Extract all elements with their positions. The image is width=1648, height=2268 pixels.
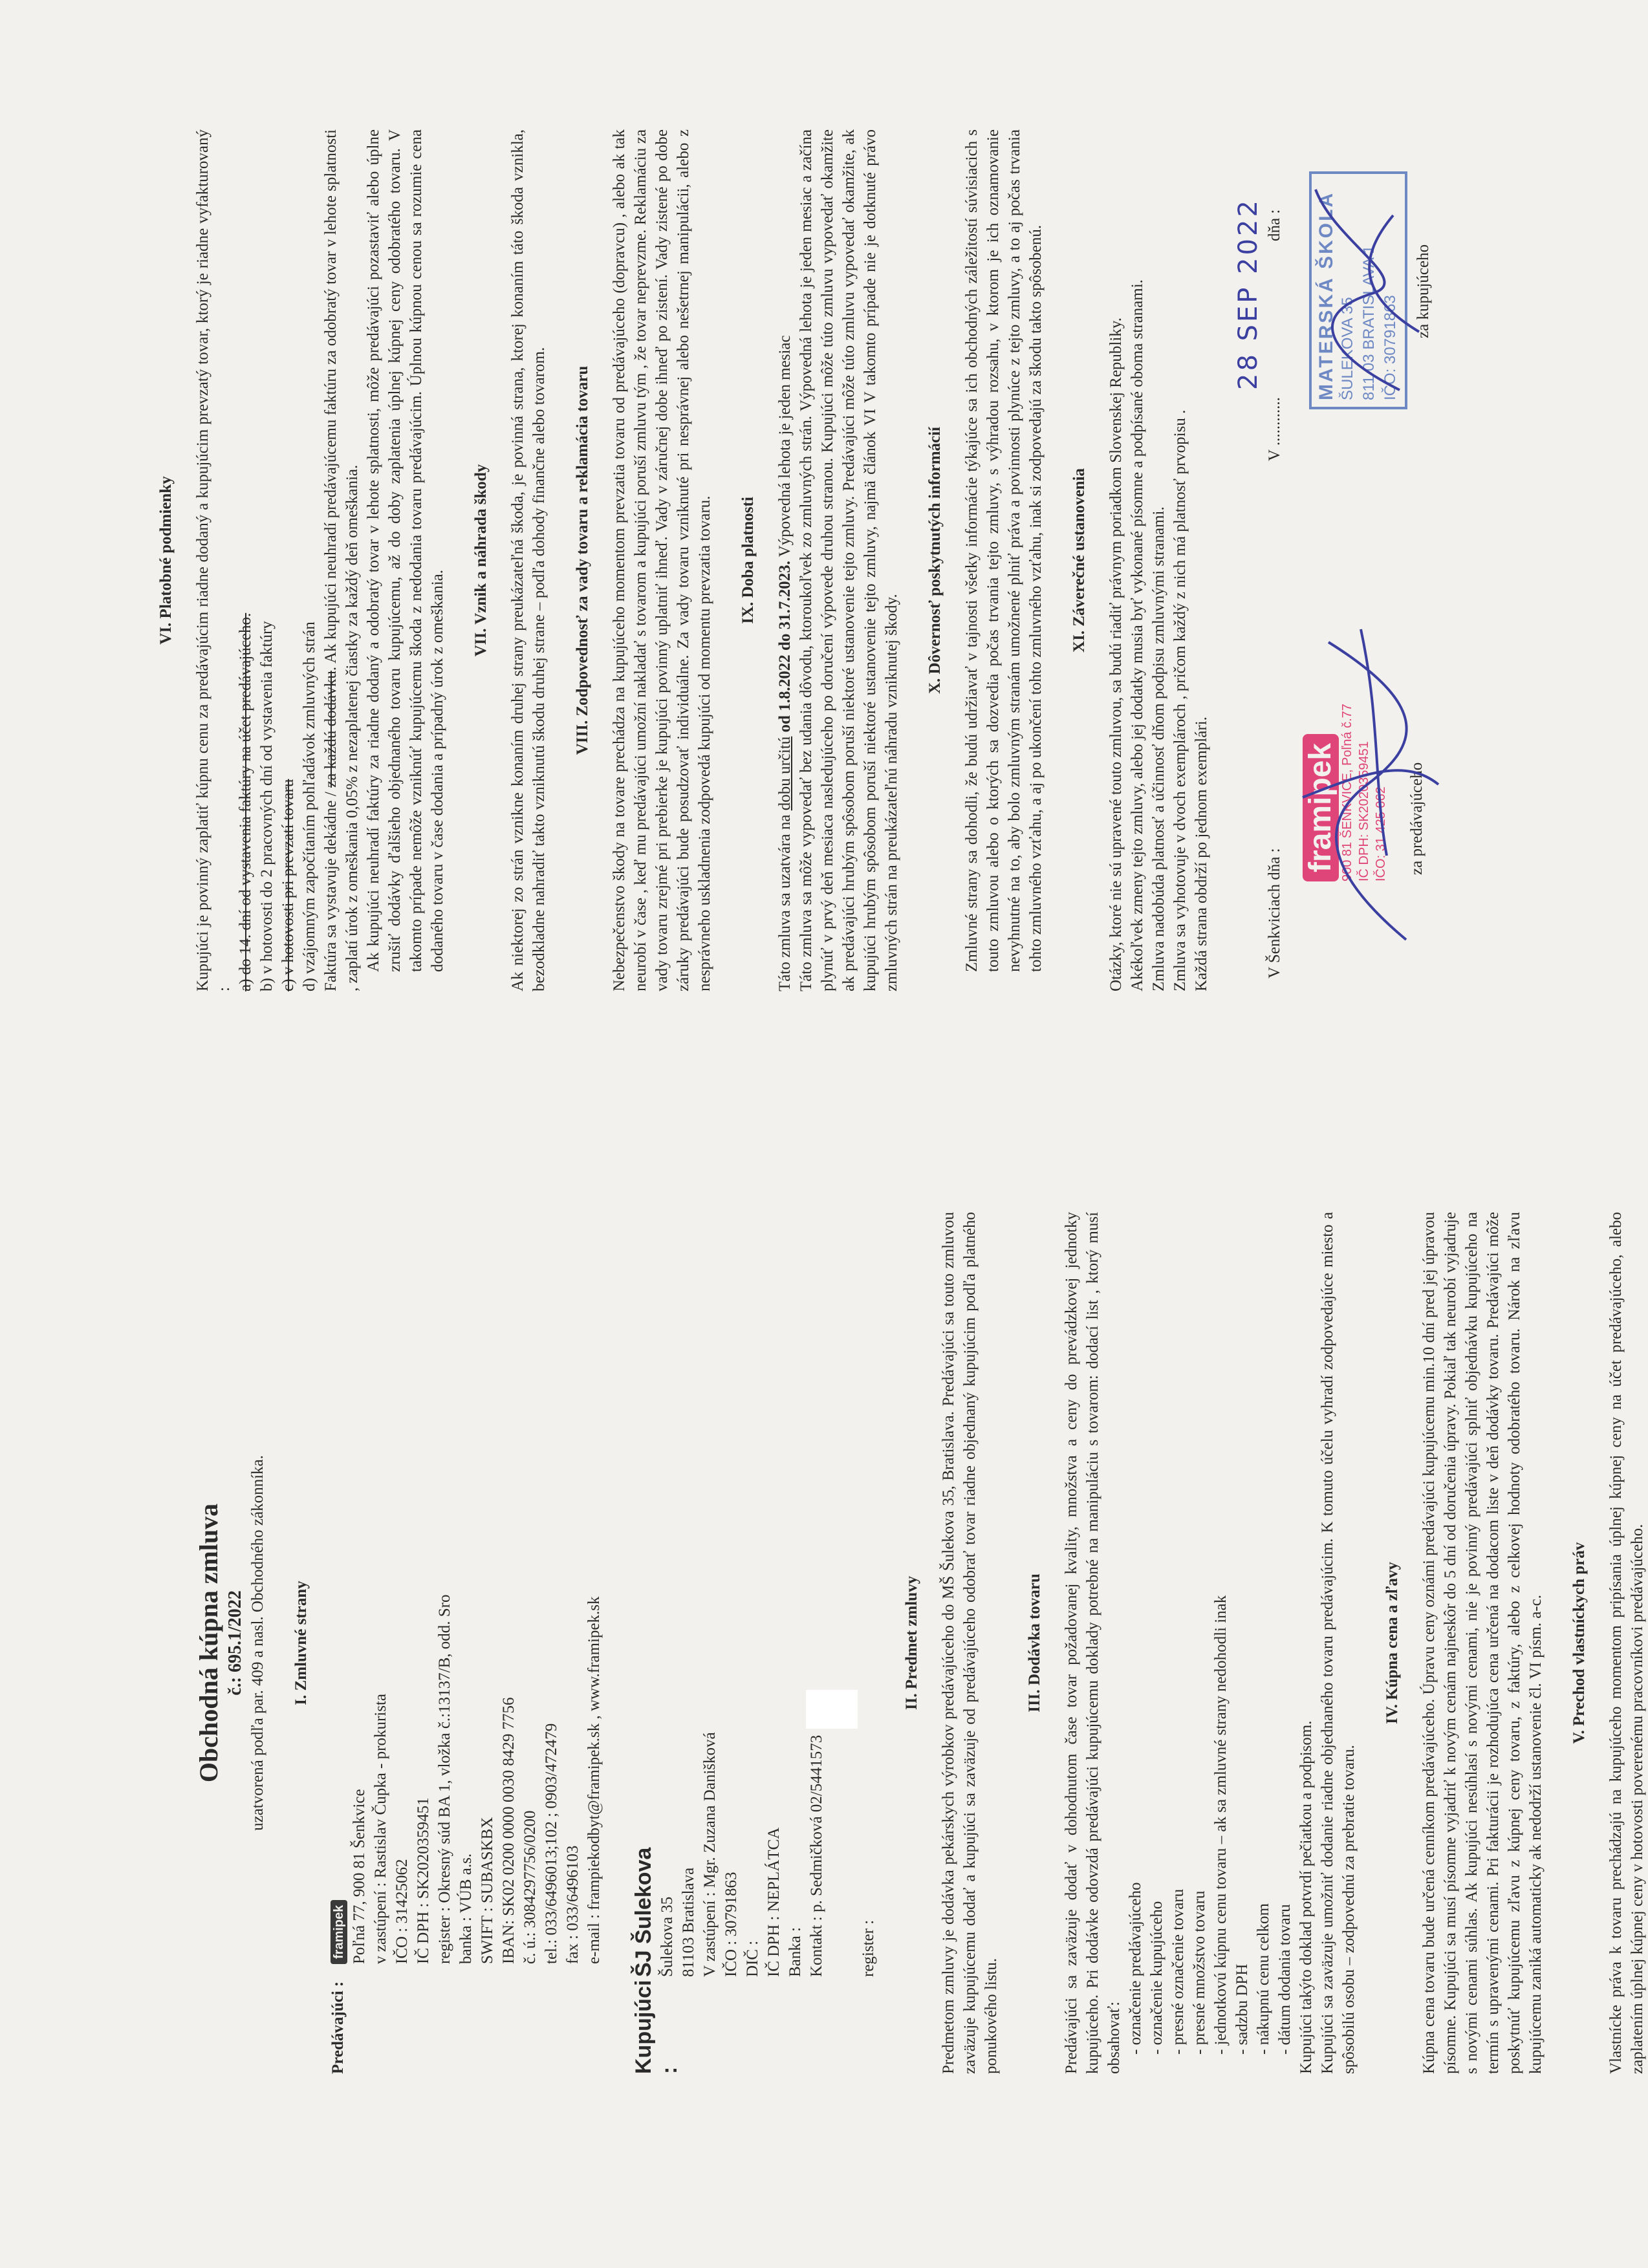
buyer-sign-label: za kupujúceho: [1415, 244, 1432, 338]
seller-block: [327, 1212, 605, 2074]
section-9-text-2: Táto zmluva sa môže vypovedať bez udania dôvodu, ktoroukoľvek zo zmluvných strán. Výpovedná lehota je jeden mesiac a začína plynúť v prvý deň mesiaca nasledujúceho po doručení výpovede druhou stranou. Kupujúci môže túto zmluvu vypovedať okamžite ak predávajúci hrubým spôsobom poruší niektoré ustanovenie tejto zmluvy. Predávajúci môže túto zmluvu vypovedať okamžite, ak kupujúci hrubým spôsobom poruší niektoré ustanovenie tejto zmluvy, najmä článok VI V takomto prípade nie je dotknuté právo zmluvných strán na preukázateľnú náhradu vzniknutej škody.: [797, 129, 900, 991]
payment-option: d) vzájomným započítaním pohľadávok zmluvných strán: [301, 621, 318, 991]
seller-line: register : Okresný súd BA 1, vložka č.:13137/B, odd. Sro: [436, 1594, 453, 1964]
list-item: - označenie predávajúceho: [1125, 1212, 1146, 2055]
seller-line: SWIFT : SUBASKBX: [479, 1817, 496, 1964]
delivery-note-items: [1125, 1212, 1296, 2074]
section-6-text-1: Faktúra sa vystavuje dekádne / za každú dodávku. Ak kupujúci neuhradí predávajúcemu faktúru za odobratý tovar v lehote splatnosti , zaplatí úrok z omeškania 0,05% z nezaplatenej čiastky za každý deň omeškania.: [322, 129, 361, 991]
section-6-heading: VI. Platobné podmienky: [157, 476, 175, 645]
section-6-intro: Kupujúci je povinný zaplatiť kúpnu cenu za predávajúcim riadne dodaný a kupujúcim prevzatý tovar, ktorý je riadne vyfakturovaný :: [194, 129, 233, 991]
buyer-line: Banka :: [786, 1927, 804, 1977]
list-item: - presné množstvo tovaru: [1189, 1212, 1210, 2055]
buyer-details: [631, 1690, 879, 1977]
seller-line: banka : VÚB a.s.: [457, 1853, 475, 1964]
seller-sign-label: za predávajúceho: [1408, 762, 1426, 875]
section-7-text: Ak niektorej zo strán vznikne konaním druhej strany preukázateľná škoda, je povinná strana, ktorej konaním táto škoda vznikla, bezodkladne nahradiť takto vzniknutú škodu druhej strane – podľa dohody finančne alebo tovarom.: [509, 129, 548, 991]
seller-details: [327, 1595, 605, 1964]
payment-option: b) v hotovosti do 2 pracovných dní od vystavenia faktúry: [258, 621, 276, 991]
seller-label: Predávajúci :: [329, 1981, 347, 2074]
seller-stamp-logo: framipek: [1303, 734, 1339, 881]
buyer-name: ŠJ Šulekova: [631, 1847, 656, 1977]
list-item: - nákupnú cenu celkom: [1253, 1212, 1274, 2055]
section-5-text: Vlastnícke práva k tovaru prechádzajú na kupujúceho momentom pripísania úplnej kúpnej ceny na účet predávajúceho, alebo zaplatením úplnej kúpnej ceny v hotovosti poverenému pracovníkovi predávajúceho.: [1607, 1212, 1646, 2074]
section-6-text-2: Ak kupujúci neuhradí faktúry za riadne dodaný a odobratý tovar v lehote splatnosti, môže predávajúci pozastaviť alebo úplne zrušiť dodávky ďalšieho objednaného tovaru kupujúcemu, až do doby zaplatenia úplnej kúpnej ceny odobratého tovaru. V takomto prípade nemôže vzniknúť kupujúcemu škoda z nedodania tovaru predávajúcim. Úplnou kúpnou cenou sa rozumie cena dodaného tovaru v čase dodania a prípadný úrok z omeškania.: [365, 129, 446, 972]
seller-place-date: V Šenkviciach dňa :: [1266, 848, 1283, 978]
buyer-line: register :: [860, 1919, 877, 1977]
contract-title: Obchodná kúpna zmluva: [194, 1503, 223, 1783]
section-10-heading: X. Dôvernosť poskytnutých informácií: [926, 426, 944, 695]
list-item: Zmluva nadobúda platnosť a účinnosť dňom podpisu zmluvnými stranami.: [1150, 506, 1167, 991]
section-9-text-1: Táto zmluva sa uzatvára na dobu určitú od 1.8.2022 do 31.7.2023. Výpovedná lehota je jeden mesiac: [776, 335, 794, 991]
section-2-text: Predmetom zmluvy je dodávka pekárskych výrobkov predávajúceho do MŠ Šulekova 35, Bratislava. Predávajúci sa touto zmluvou zaväzuje kupujúcemu dodať a kupujúci sa zaväzuje od predávajúceho odobrať tovar riadne objednaný kupujúcim podľa platného ponukového listu.: [940, 1212, 1000, 2074]
section-5-heading: V. Prechod vlastníckych práv: [1570, 1542, 1588, 1744]
buyer-stamp: MATERSKÁ ŠKOLA ŠULEKOVA 35 811 03 BRATISLAVA 1 IČO: 30791863: [1309, 171, 1407, 409]
seller-line: Poľná 77, 900 81 Šenkvice: [351, 1789, 368, 1964]
buyer-line: 81103 Bratislava: [680, 1867, 697, 1977]
buyer-line: IČ DPH : NEPLÁTCA: [765, 1827, 783, 1977]
list-item: - sadzbu DPH: [1231, 1212, 1253, 2055]
section-11-heading: XI. Záverečné ustanovenia: [1070, 468, 1088, 653]
payment-option-struck: a) do 14. dní od vystavenia faktúry na účet predávajúceho.: [237, 612, 254, 991]
section-9-heading: IX. Doba platnosti: [739, 497, 757, 624]
seller-signature: [1290, 616, 1445, 953]
buyer-line: IČO : 30791863: [722, 1872, 740, 1977]
section-1-heading: I. Zmluvné strany: [292, 1581, 310, 1705]
seller-line: IČ DPH : SK2020359451: [415, 1797, 432, 1964]
seller-line: IBAN: SK02 0200 0000 0030 8429 7756: [500, 1697, 517, 1964]
buyer-label: Kupujúci :: [631, 1980, 682, 2074]
buyer-place-date: V ............: [1266, 397, 1283, 461]
redaction-patch: [806, 1690, 858, 1729]
contract-header: [194, 1212, 268, 2074]
list-item: Každá strana obdrží po jednom exemplári.: [1193, 717, 1210, 991]
buyer-line: Kontakt : p. Sedmičková 02/5441573: [806, 1690, 858, 1977]
payment-options: [235, 129, 320, 991]
section-4-text: Kúpna cena tovaru bude určená cenníkom predávajúceho. Úpravu ceny oznámi predávajúci kupujúcemu min.10 dní pred jej úpravou písomne. Kupujúci sa musí písomne vyjadriť k novým cenám najneskôr do 5 dní od doručenia úpravy. Pokiaľ tak neurobí vyjadruje s novými cenami súhlas. Ak kupujúci nesúhlasí s novými cenami, nie je povinný predávajúci splniť objednávku kupujúceho na termín s upravenými cenami. Pri fakturácii je rozhodujúca cena určená na dodacom liste v deň dodávky tovaru. Predávajúci môže poskytnúť kupujúcemu zľavu z kúpnej ceny tovaru, z faktúry, alebo z celkovej hodnoty odobratého tovaru. Nárok na zľavu kupujúcemu zaniká automaticky ak nedodrží ustanovenie čl. VI písm. a-c.: [1420, 1212, 1545, 2074]
buyer-line: DIČ :: [744, 1940, 761, 1977]
section-3-heading: III. Dodávka tovaru: [1026, 1573, 1043, 1712]
list-item: Akékoľvek zmeny tejto zmluvy, alebo jej dodatky musia byť vykonané písomne a podpísané oboma stranami.: [1129, 279, 1146, 991]
section-7-heading: VII. Vznik a náhrada škody: [472, 464, 490, 657]
section-10-text: Zmluvné strany sa dohodli, že budú udržiavať v tajnosti všetky informácie týkajúce sa ich obchodných záležitostí súvisiacich s touto zmluvou alebo o ktorých sa dozvedia počas trvania tejto zmluvy, s výhradou rozsahu, v ktorom je ich oznamovanie nevyhnutné na to, aby bolo zmluvným stranám umožnené plniť práva a povinnosti plynúce z tejto zmluvy, a to aj počas trvania tohto zmluvného vzťahu, a aj po ukončení tohto zmluvného vzťahu, inak si zodpovedajú za škodu takto spôsobenú.: [963, 129, 1045, 972]
seller-line: v zastúpení : Rastislav Čupka - prokurista: [372, 1694, 389, 1964]
signature-area: [1212, 129, 1548, 991]
section-8-text: Nebezpečenstvo škody na tovare prechádza na kupujúceho momentom prevzatia tovaru od predávajúceho (dopravcu) , alebo ak tak neurobí v čase , keď mu predávajúci umožní nakladať s tovarom a kupujúci poruší zmluvu tým , že tovar neprevzme. Reklamáciu za vady tovaru zrejmé pri prebierke je kupujúci povinný uplatniť ihneď. Vady v záručnej dobe ihneď po zistení. Vady zistené po dobe záruky predávajúci bude posudzovať individuálne. Za vady tovaru vzniknuté pri nesprávnej alebo nešetrnej manipulácii, alebo z nesprávneho uskladnenia zodpovedá kupujúci od momentu prevzatia tovaru.: [611, 129, 713, 991]
section-3-intro: Predávajúci sa zaväzuje dodať v dohodnutom čase tovar požadovanej kvality, množstva a ceny do prevádzkovej jednotky kupujúceho. Pri dodávke odovzdá predávajúci kupujúcemu doklady potrebné na manipuláciu s tovarom: dodací list , ktorý musí obsahovať:: [1063, 1212, 1123, 2074]
contract-subtitle: uzatvorená podľa par. 409 a nasl. Obchodného zákonníka.: [249, 1455, 266, 1831]
seller-line: č. ú.: 3084297756/0200: [521, 1810, 539, 1964]
list-item: - presné označenie tovaru: [1167, 1212, 1189, 2055]
seller-line: tel.: 033/6496013;102 ; 0903/472479: [543, 1723, 560, 1964]
seller-line: IČO : 31425062: [393, 1859, 411, 1964]
section-11-text: [1105, 129, 1212, 991]
seller-line: e-mail : frampiekodbyt@framipek.sk , www.framipek.sk: [585, 1596, 603, 1964]
payment-option-struck: c) v hotovosti pri prevzatí tovaru: [279, 779, 297, 991]
section-3-outro: Kupujúci takýto doklad potvrdí pečiatkou a podpisom.: [1297, 1720, 1315, 2074]
list-item: - jednotkovú kúpnu cenu tovaru – ak sa zmluvné strany nedohodli inak: [1210, 1212, 1231, 2055]
contract-number: č.: 695.1/2022: [225, 1590, 245, 1696]
buyer-line: Šulekova 35: [658, 1896, 676, 1977]
seller-stamp: framipek 900 81 ŠENKVICE, Poľná č.77 IČ DPH: SK2020359451 IČO: 31 425 062: [1303, 704, 1388, 881]
buyer-block: [631, 1212, 879, 2074]
list-item: - označenie kupujúceho: [1146, 1212, 1167, 2055]
buyer-line: V zastúpení : Mgr. Zuzana Danišková: [701, 1732, 719, 1977]
seller-line: fax : 033/6496103: [564, 1845, 581, 1964]
contract-page-left: [0, 1134, 1646, 2268]
list-item: - dátum dodania tovaru: [1274, 1212, 1296, 2055]
section-2-heading: II. Predmet zmluvy: [903, 1575, 920, 1711]
section-3-outro: Kupujúci sa zaväzuje umožniť dodanie riadne objednaného tovaru predávajúcim. K tomuto účelu vyhradí zodpovedajúce miesto a spôsobilú osobu – zodpovednú za prebratie tovaru.: [1319, 1212, 1358, 2074]
contract-page-right: [0, 0, 1605, 1134]
list-item: Otázky, ktoré nie sú upravené touto zmluvou, sa budú riadiť právnym poriadkom Slovenskej Republiky.: [1107, 318, 1125, 991]
buyer-signature: [1296, 164, 1438, 409]
section-8-heading: VIII. Zodpovednosť za vady tovaru a reklamácia tovaru: [574, 365, 591, 755]
section-4-heading: IV. Kúpna cena a zľavy: [1383, 1562, 1401, 1724]
seller-logo: framipek: [331, 1900, 347, 1964]
handwritten-date: 28 SEP 2022: [1233, 198, 1263, 390]
list-item: Zmluva sa vyhotovuje v dvoch exemplároch , pričom každý z nich má platnosť prvopisu .: [1171, 409, 1189, 991]
buyer-date-suffix: dňa :: [1266, 209, 1283, 241]
